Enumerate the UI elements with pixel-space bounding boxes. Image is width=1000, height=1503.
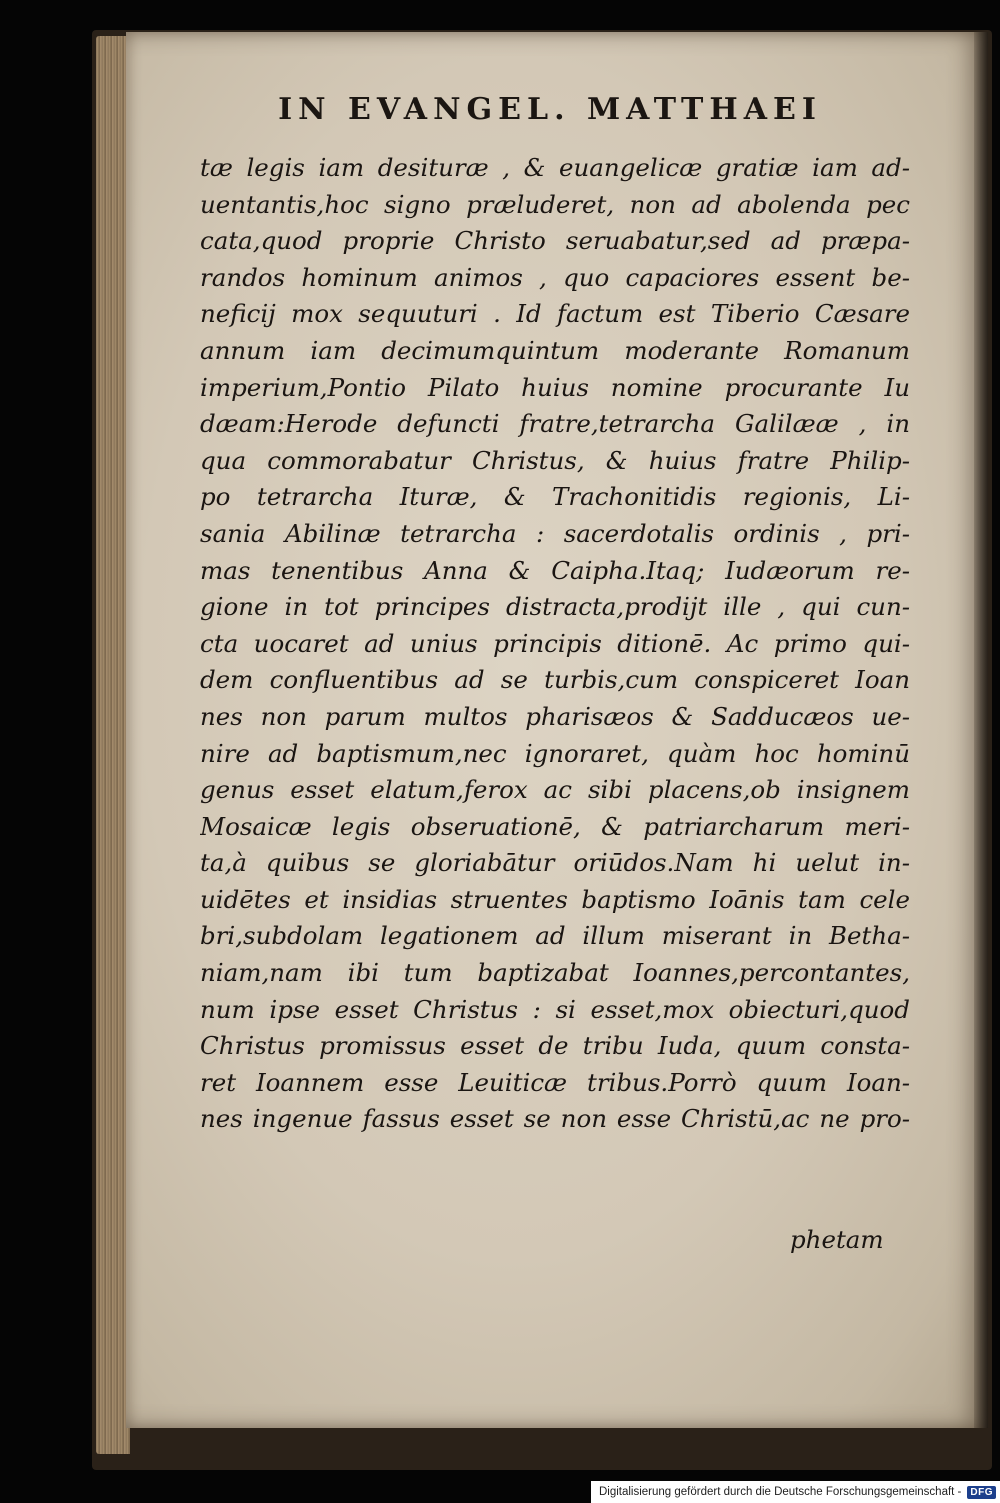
text-line: uidētes et insidias struentes baptismo Ioānis tam cele [200,884,910,914]
text-line: sania Abilinæ tetrarcha : sacerdotalis ordinis , pri- [200,518,910,548]
text-line: cta uocaret ad unius principis ditionē. Ac primo qui- [200,628,910,658]
funding-notice [591,1481,1000,1503]
text-line: ret Ioannem esse Leuiticæ tribus.Porrò quum Ioan- [200,1067,910,1097]
page-gutter [974,32,988,1428]
text-line: imperium,Pontio Pilato huius nomine procurante Iu [200,372,910,402]
page-edges [96,36,130,1454]
text-line: num ipse esset Christus : si esset,mox obiecturi,quod [200,994,910,1024]
text-line: neficij mox sequuturi . Id factum est Tiberio Cæsare [200,299,910,329]
catchword: phetam [790,1225,884,1254]
text-line: genus esset elatum,ferox ac sibi placens,ob insignem [200,775,910,805]
running-head: IN EVANGEL. MATTHAEI [278,92,822,127]
dfg-logo-icon: DFG [967,1486,996,1499]
text-line: Mosaicæ legis obseruationē, & patriarcharum meri- [200,811,910,841]
body-text [200,150,910,1138]
text-line: nes ingenue fassus esset se non esse Christū,ac ne pro- [200,1104,910,1134]
text-line: annum iam decimumquintum moderante Romanum [200,335,910,365]
text-line: niam,nam ibi tum baptizabat Ioannes,percontantes, [200,958,910,988]
text-line: gione in tot principes distracta,prodijt ille , qui cun- [200,592,910,622]
text-line: dem confluentibus ad se turbis,cum conspiceret Ioan [200,665,910,695]
text-line: bri,subdolam legationem ad illum miserant in Betha- [200,921,910,951]
text-line: po tetrarcha Ituræ, & Trachonitidis regionis, Li- [200,482,910,512]
text-line: nes non parum multos pharisæos & Sadducæos ue- [200,701,910,731]
text-line: tæ legis iam desituræ , & euangelicæ gratiæ iam ad- [200,153,910,182]
text-line: qua commorabatur Christus, & huius fratre Philip- [200,445,910,475]
text-line: cata,quod proprie Christo seruabatur,sed ad præpa- [200,226,910,256]
text-line: randos hominum animos , quo capaciores essent be- [200,262,910,292]
text-line: uentantis,hoc signo præluderet, non ad abolenda pec [200,189,910,219]
text-line: dæam:Herode defuncti fratre,tetrarcha Galilææ , in [200,409,910,439]
text-line: ta,à quibus se gloriabātur oriūdos.Nam hi uelut in- [200,848,910,878]
funding-text: Digitalisierung gefördert durch die Deutsche Forschungsgemeinschaft - [598,1486,962,1498]
text-line: nire ad baptismum,nec ignoraret, quàm hoc hominū [200,738,910,768]
text-line: Christus promissus esset de tribu Iuda, quum consta- [200,1031,910,1061]
text-line: mas tenentibus Anna & Caipha.Itaq; Iudæorum re- [200,555,910,585]
